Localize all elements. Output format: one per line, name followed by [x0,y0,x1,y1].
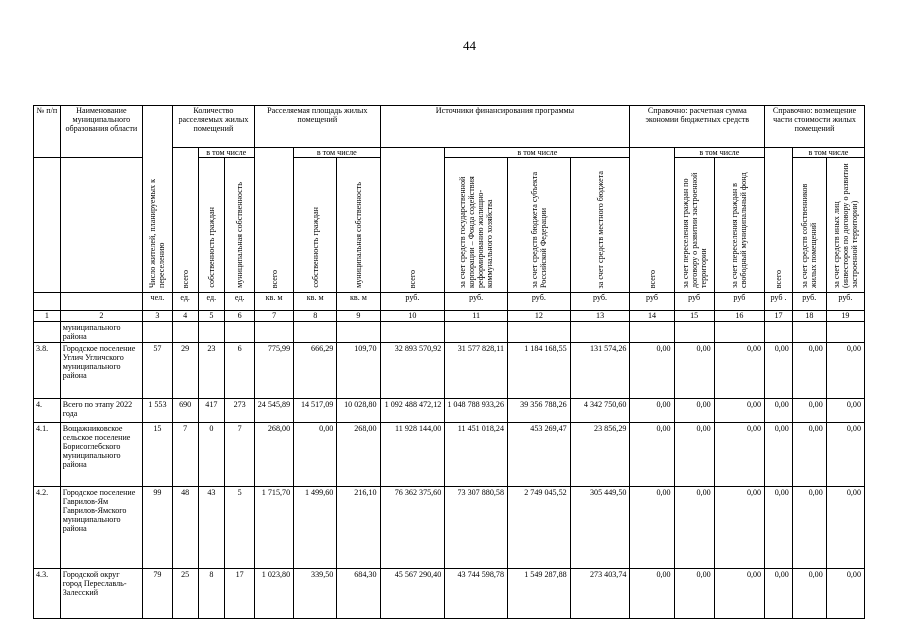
row-value: 0,00 [714,487,764,569]
row-value: 1 023,80 [255,569,294,619]
column-number: 8 [294,311,337,322]
row-value: 0,00 [674,487,714,569]
row-value [255,322,294,343]
row-municipality: Городское поселение Углич Угличского муниципального района [60,343,142,399]
table-row [34,343,865,399]
row-value: 0,00 [792,487,826,569]
row-value: 268,00 [337,423,380,487]
unit-cell: руб. [380,293,445,311]
header-savings-total: всего [630,148,674,293]
row-value: 1 499,60 [294,487,337,569]
financing-table [33,105,865,619]
row-value [198,322,225,343]
unit-cell: ед. [198,293,225,311]
row-value [294,322,337,343]
row-value: 43 744 598,78 [445,569,508,619]
header-src-regional: за счет средств бюджета субъекта Российской Федерации [508,158,571,293]
row-value: 0,00 [826,423,864,487]
row-value: 57 [142,343,172,399]
row-municipality: Городское поселение Гаврилов-Ям Гаврилов-Ямского муниципального района [60,487,142,569]
row-value: 14 517,09 [294,399,337,423]
row-number [34,322,61,343]
table-row [34,569,865,619]
row-value: 32 893 570,92 [380,343,445,399]
header-compensation-total: всего [765,148,793,293]
row-value: 0,00 [765,423,793,487]
row-municipality: муниципального района [60,322,142,343]
row-value: 17 [225,569,255,619]
row-value: 0,00 [826,399,864,423]
row-value: 0,00 [714,399,764,423]
column-number: 2 [60,311,142,322]
row-value [570,322,630,343]
row-value: 0,00 [674,343,714,399]
row-value [765,322,793,343]
row-value: 0,00 [826,569,864,619]
row-value: 0 [198,423,225,487]
header-sources-including: в том числе [445,148,630,158]
row-value: 6 [225,343,255,399]
row-value: 11 928 144,00 [380,423,445,487]
table-row [34,322,865,343]
units-row [34,293,865,311]
unit-cell: кв. м [255,293,294,311]
row-value: 273 [225,399,255,423]
header-area-total: всего [255,148,294,293]
row-value: 48 [172,487,198,569]
unit-cell: руб. [508,293,571,311]
row-value: 24 545,89 [255,399,294,423]
row-value: 2 749 045,52 [508,487,571,569]
header-quantity-including: в том числе [198,148,255,158]
column-number: 11 [445,311,508,322]
header-compensation-group: Справочно: возмещение части стоимости жилых помещений [765,106,865,148]
header-qty-citizens: собственность граждан [198,158,225,293]
row-value: 0,00 [826,487,864,569]
row-value: 1 715,70 [255,487,294,569]
header-sources-total: всего [380,148,445,293]
row-value: 666,29 [294,343,337,399]
row-value: 417 [198,399,225,423]
row-value: 99 [142,487,172,569]
column-number: 9 [337,311,380,322]
unit-cell: ед. [225,293,255,311]
header-no: № п/п [34,106,61,158]
row-value: 1 184 168,55 [508,343,571,399]
header-municipality: Наименование муниципального образования области [60,106,142,158]
row-value: 0,00 [765,399,793,423]
row-value [337,322,380,343]
column-number: 6 [225,311,255,322]
column-number: 17 [765,311,793,322]
unit-cell: кв. м [337,293,380,311]
unit-cell: руб. [792,293,826,311]
column-numbers-row [34,311,865,322]
row-value: 39 356 788,26 [508,399,571,423]
row-value: 4 342 750,60 [570,399,630,423]
header-src-local: за счет средств местного бюджета [570,158,630,293]
row-value: 0,00 [792,343,826,399]
header-sav-contract: за счет переселения граждан по договору о развитии застроенной территории [674,158,714,293]
row-value: 8 [198,569,225,619]
row-value [792,322,826,343]
row-municipality: Всего по этапу 2022 года [60,399,142,423]
table-row [34,487,865,569]
header-quantity-group: Количество расселяемых жилых помещений [172,106,254,148]
row-value: 1 549 287,88 [508,569,571,619]
column-number: 1 [34,311,61,322]
row-value: 0,00 [630,399,674,423]
header-comp-other: за счет средств иных лиц (инвесторов по договору о развитии застроенной территории) [826,158,864,293]
row-value: 0,00 [765,487,793,569]
table-body [34,322,865,619]
unit-cell: руб. [570,293,630,311]
row-number: 3.8. [34,343,61,399]
header-area-group: Расселяемая площадь жилых помещений [255,106,380,148]
row-value: 1 048 788 933,26 [445,399,508,423]
column-number: 5 [198,311,225,322]
column-number: 19 [826,311,864,322]
row-value: 0,00 [765,569,793,619]
row-value: 7 [172,423,198,487]
row-value: 23 856,29 [570,423,630,487]
row-value: 29 [172,343,198,399]
row-value: 690 [172,399,198,423]
column-number: 7 [255,311,294,322]
header-sav-free: за счет переселения граждан в свободный муниципальный фонд [714,158,764,293]
row-value: 5 [225,487,255,569]
page-number: 44 [463,38,476,53]
row-value: 7 [225,423,255,487]
row-value: 73 307 880,58 [445,487,508,569]
unit-cell: руб [674,293,714,311]
header-area-citizens: собственность граждан [294,158,337,293]
header-area-including: в том числе [294,148,380,158]
row-value: 10 028,80 [337,399,380,423]
unit-cell: руб. [826,293,864,311]
row-value: 79 [142,569,172,619]
row-value: 0,00 [294,423,337,487]
row-value: 273 403,74 [570,569,630,619]
row-municipality: Городской округ город Переславль-Залесский [60,569,142,619]
header-area-municipal: муниципальная собственность [337,158,380,293]
row-value: 0,00 [630,423,674,487]
unit-cell: руб [630,293,674,311]
unit-cell: ед. [172,293,198,311]
row-value: 775,99 [255,343,294,399]
row-value: 0,00 [674,423,714,487]
header-compensation-including: в том числе [792,148,864,158]
row-value: 0,00 [714,569,764,619]
row-value: 0,00 [792,399,826,423]
row-value: 1 092 488 472,12 [380,399,445,423]
row-value: 0,00 [792,423,826,487]
row-value: 453 269,47 [508,423,571,487]
row-value [826,322,864,343]
row-value: 1 553 [142,399,172,423]
row-value [172,322,198,343]
row-value: 43 [198,487,225,569]
header-quantity-total: всего [172,148,198,293]
column-number: 3 [142,311,172,322]
row-value: 0,00 [674,399,714,423]
row-value [142,322,172,343]
row-value: 339,50 [294,569,337,619]
row-value: 15 [142,423,172,487]
table-row [34,423,865,487]
column-number: 10 [380,311,445,322]
unit-cell: чел. [142,293,172,311]
row-value: 0,00 [630,487,674,569]
column-number: 16 [714,311,764,322]
row-number: 4. [34,399,61,423]
unit-cell: руб [714,293,764,311]
unit-cell: руб . [765,293,793,311]
row-value [380,322,445,343]
row-value: 0,00 [630,343,674,399]
row-value: 268,00 [255,423,294,487]
row-value: 684,30 [337,569,380,619]
column-number: 15 [674,311,714,322]
row-number: 4.1. [34,423,61,487]
row-value: 11 451 018,24 [445,423,508,487]
row-value: 0,00 [765,343,793,399]
row-value [445,322,508,343]
row-value: 25 [172,569,198,619]
row-value: 0,00 [674,569,714,619]
header-savings-including: в том числе [674,148,765,158]
row-value: 0,00 [792,569,826,619]
column-number: 13 [570,311,630,322]
row-value: 0,00 [714,423,764,487]
column-number: 12 [508,311,571,322]
column-number: 18 [792,311,826,322]
row-value: 0,00 [826,343,864,399]
row-number: 4.3. [34,569,61,619]
row-municipality: Вощажниковское сельское поселение Борисоглебского муниципального района [60,423,142,487]
header-savings-group: Справочно: расчетная сумма экономии бюджетных средств [630,106,765,148]
unit-cell: кв. м [294,293,337,311]
row-value [225,322,255,343]
row-value: 76 362 375,60 [380,487,445,569]
header-residents: Число жителей, планируемых к переселению [142,106,172,293]
row-value [674,322,714,343]
row-value: 109,70 [337,343,380,399]
row-value: 216,10 [337,487,380,569]
row-value: 23 [198,343,225,399]
header-sources-group: Источники финансирования программы [380,106,630,148]
row-value [714,322,764,343]
row-value [508,322,571,343]
row-value: 131 574,26 [570,343,630,399]
header-comp-owners: за счет средств собственников жилых помещений [792,158,826,293]
table-row [34,399,865,423]
row-number: 4.2. [34,487,61,569]
column-number: 14 [630,311,674,322]
row-value: 0,00 [714,343,764,399]
row-value [630,322,674,343]
header-src-fund: за счет средств государственной корпорации – Фонда содействия реформированию жилищно-коммунального хозяйства [445,158,508,293]
row-value: 31 577 828,11 [445,343,508,399]
row-value: 45 567 290,40 [380,569,445,619]
header-qty-municipal: муниципальная собственность [225,158,255,293]
row-value: 0,00 [630,569,674,619]
column-number: 4 [172,311,198,322]
row-value: 305 449,50 [570,487,630,569]
unit-cell: руб. [445,293,508,311]
